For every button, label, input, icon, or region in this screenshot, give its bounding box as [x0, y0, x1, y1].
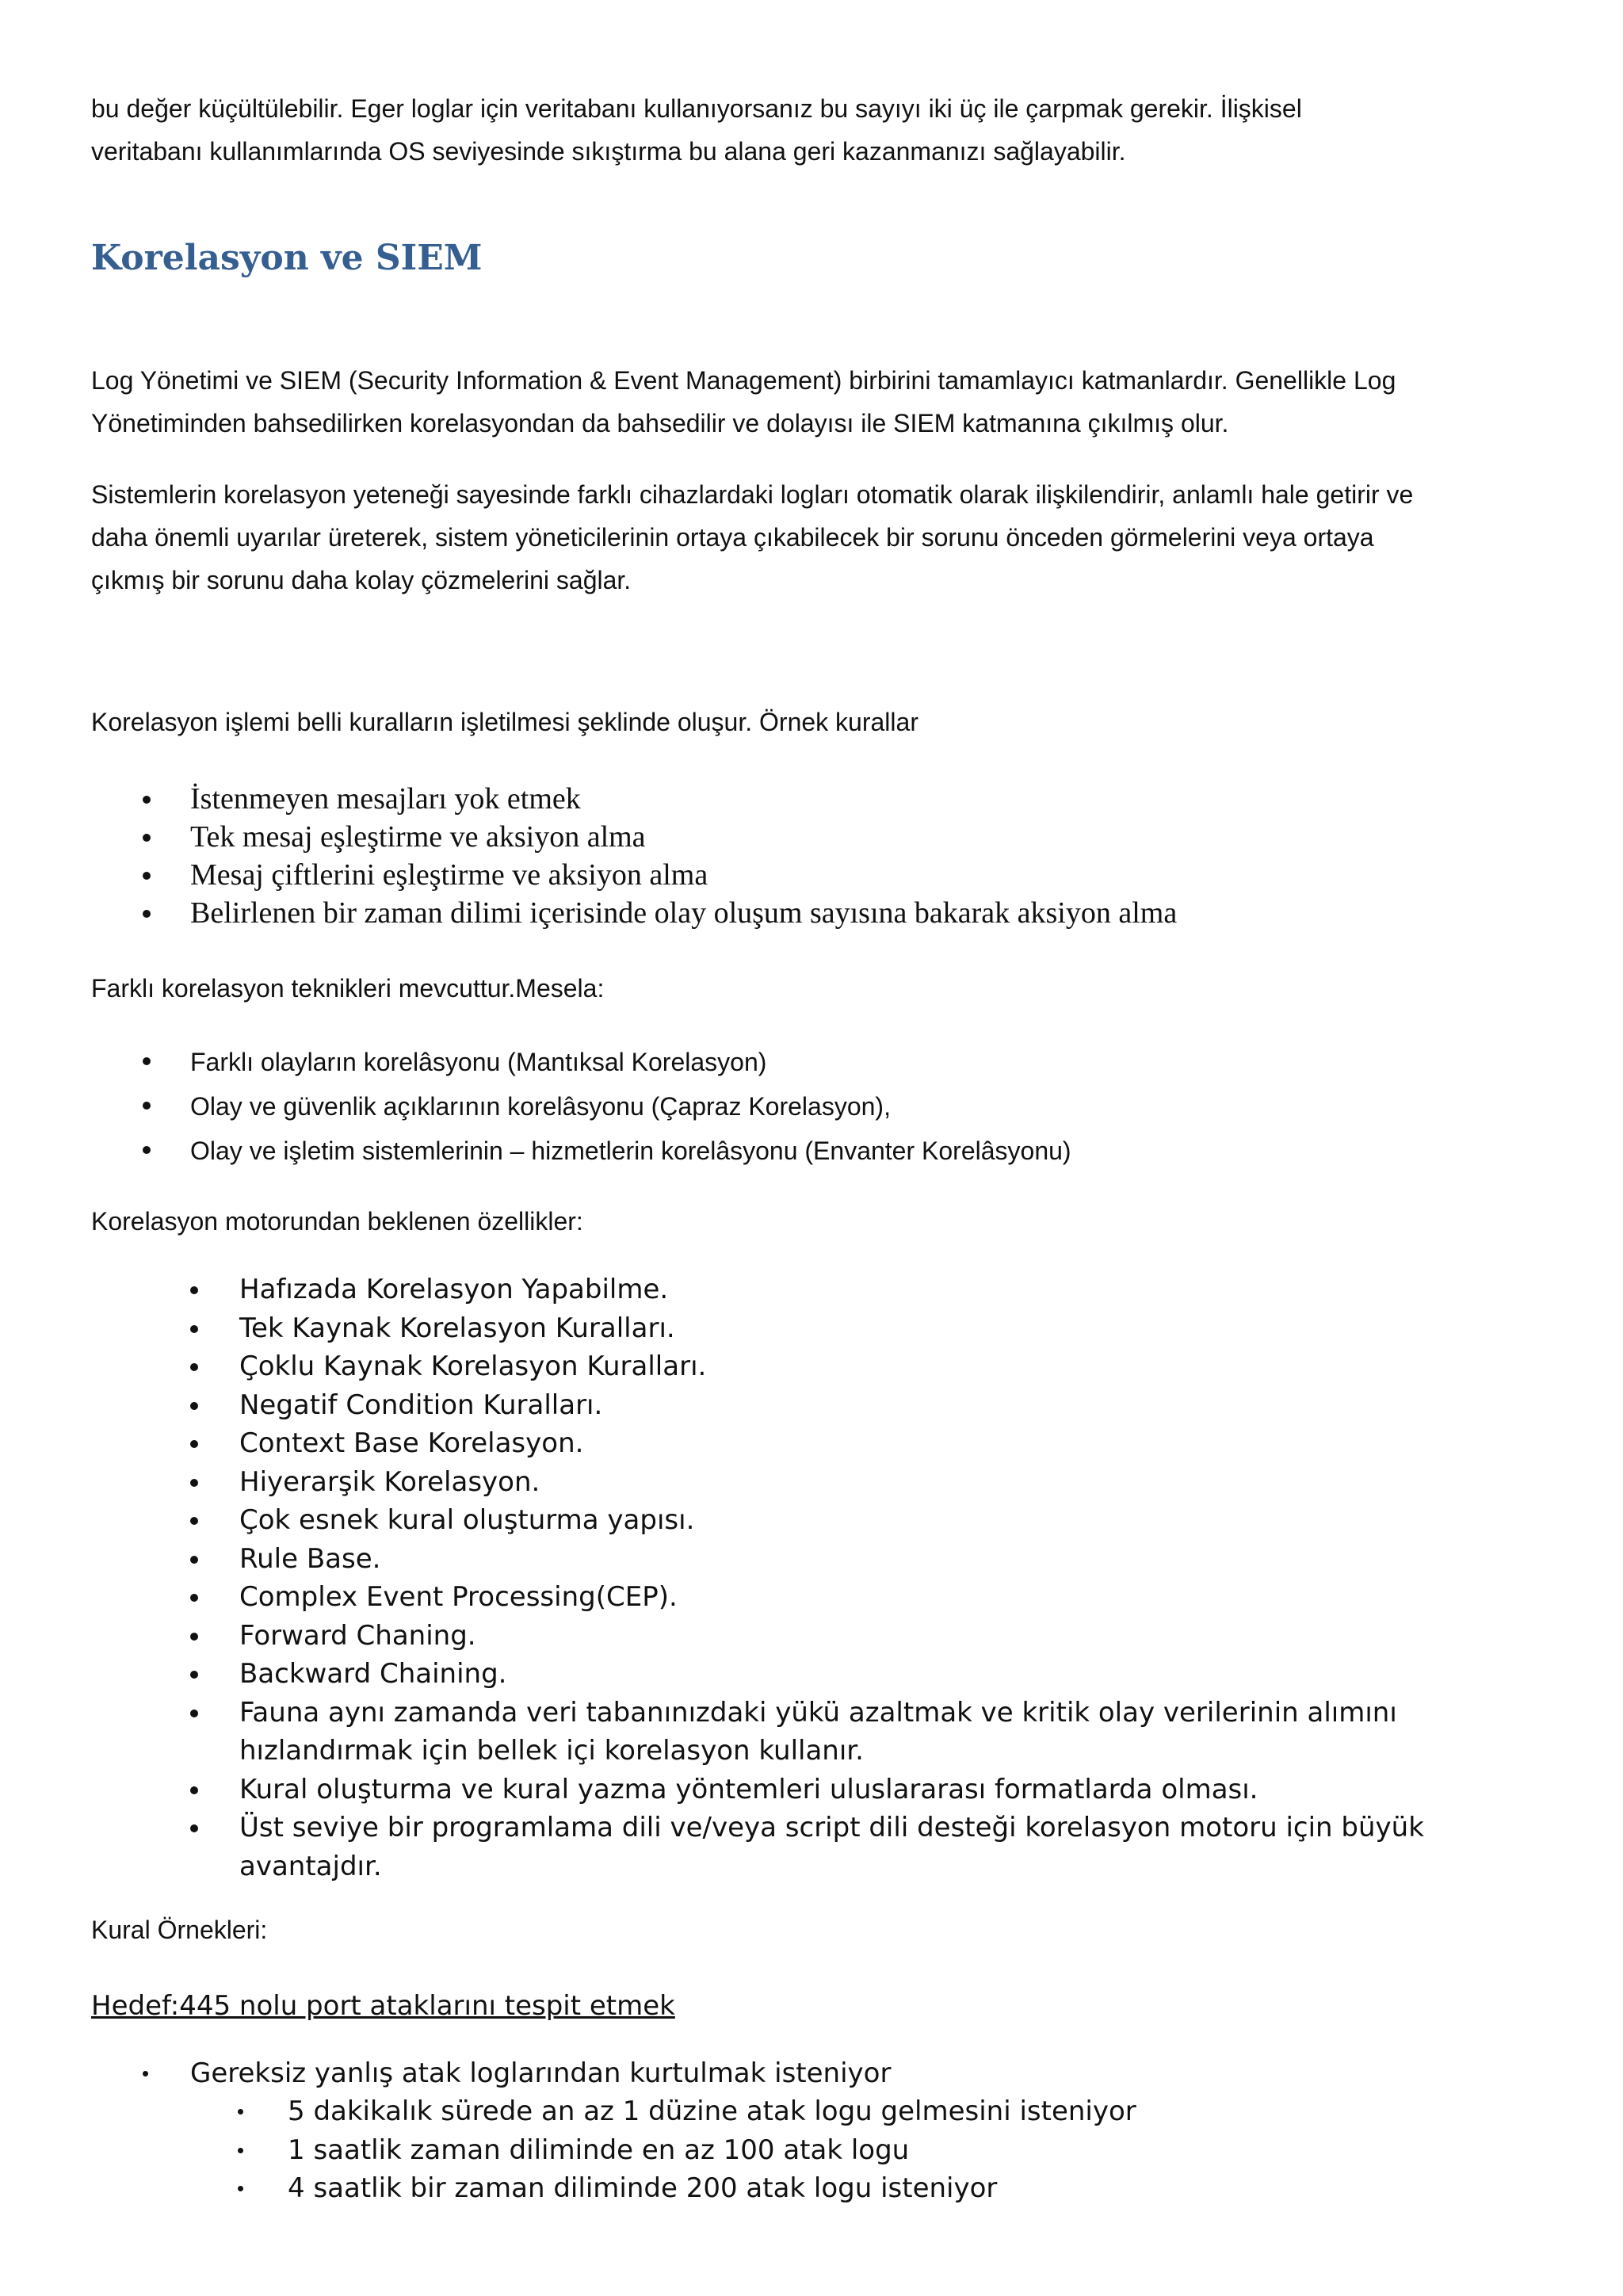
list-item: 4 saatlik bir zaman diliminde 200 atak logu isteniyor: [238, 2169, 1136, 2208]
bullet-icon: [143, 2071, 148, 2076]
para1-line-2: Yönetiminden bahsedilirken korelasyondan da bahsedilir ve dolayısı ile SIEM katmanına çıkılmış olur.: [91, 409, 1229, 437]
siem-intro-paragraph: [91, 359, 1541, 445]
bullet-icon: [190, 1556, 198, 1564]
features-intro-paragraph: Korelasyon motorundan beklenen özellikler:: [91, 1207, 583, 1236]
bullet-icon: [190, 1671, 198, 1679]
rules-list: [143, 780, 1177, 932]
bullet-icon: [190, 1633, 198, 1641]
list-item: Backward Chaining.: [190, 1655, 1424, 1694]
bullet-icon: [143, 1146, 151, 1154]
list-item: Belirlenen bir zaman dilimi içerisinde olay oluşum sayısına bakarak aksiyon alma: [143, 894, 1177, 932]
intro-line-1: bu değer küçültülebilir. Eger loglar için veritabanı kullanıyorsanız bu sayıyı iki üç ile çarpmak gerekir. İlişkisel: [91, 94, 1302, 123]
list-item: Olay ve işletim sistemlerinin – hizmetlerin korelâsyonu (Envanter Korelâsyonu): [143, 1129, 1071, 1173]
goal-heading: Hedef:445 nolu port ataklarını tespit etmek: [91, 1990, 675, 2022]
list-item: Context Base Korelasyon.: [190, 1424, 1424, 1463]
intro-line-2: veritabanı kullanımlarında OS seviyesinde sıkıştırma bu alana geri kazanmanızı sağlayabilir.: [91, 137, 1126, 166]
rule-examples-label: Kural Örnekleri:: [91, 1916, 268, 1944]
list-item: Hafızada Korelasyon Yapabilme.: [190, 1270, 1424, 1309]
bullet-icon: [190, 1824, 198, 1832]
list-item: Forward Chaning.: [190, 1617, 1424, 1656]
list-item: Tek Kaynak Korelasyon Kuralları.: [190, 1309, 1424, 1348]
bullet-icon: [190, 1786, 198, 1794]
techniques-list: [143, 1040, 1071, 1173]
list-item: İstenmeyen mesajları yok etmek: [143, 780, 1177, 818]
bullet-icon: [190, 1325, 198, 1333]
bullet-icon: [143, 1057, 151, 1065]
list-item: Üst seviye bir programlama dili ve/veya script dili desteği korelasyon motoru için büyük avantajdır.: [190, 1809, 1424, 1885]
list-item: Mesaj çiftlerini eşleştirme ve aksiyon alma: [143, 856, 1177, 894]
features-list: [190, 1270, 1424, 1885]
bullet-icon: [143, 1102, 151, 1110]
bullet-icon: [238, 2148, 243, 2153]
intro-paragraph: [91, 87, 1541, 173]
bullet-icon: [190, 1517, 198, 1525]
list-item: Olay ve güvenlik açıklarının korelâsyonu (Çapraz Korelasyon),: [143, 1084, 1071, 1129]
list-item: Gereksiz yanlış atak loglarından kurtulmak isteniyor: [143, 2054, 891, 2092]
para2-line-1: Sistemlerin korelasyon yeteneği sayesinde farklı cihazlardaki logları otomatik olarak ilişkilendirir, anlamlı hale getirir ve: [91, 480, 1414, 509]
para2-line-2: daha önemli uyarılar üreterek, sistem yöneticilerinin ortaya çıkabilecek bir sorunu önceden görmelerini veya ortaya: [91, 523, 1374, 552]
bullet-icon: [190, 1363, 198, 1371]
list-item: Fauna aynı zamanda veri tabanınızdaki yükü azaltmak ve kritik olay verilerinin alımını hızlandırmak için bellek içi korelasyon kullanır.: [190, 1694, 1424, 1771]
para2-line-3: çıkmış bir sorunu daha kolay çözmelerini sağlar.: [91, 566, 632, 594]
bullet-icon: [143, 834, 151, 842]
goal-sublist: [238, 2092, 1136, 2208]
bullet-icon: [190, 1286, 198, 1294]
bullet-icon: [190, 1402, 198, 1410]
list-item: Kural oluşturma ve kural yazma yöntemleri uluslararası formatlarda olması.: [190, 1771, 1424, 1809]
bullet-icon: [190, 1479, 198, 1487]
list-item: 1 saatlik zaman diliminde en az 100 atak logu: [238, 2131, 1136, 2170]
para1-line-1: Log Yönetimi ve SIEM (Security Information & Event Management) birbirini tamamlayıcı katmanlardır. Genellikle Log: [91, 366, 1396, 395]
rules-intro-paragraph: Korelasyon işlemi belli kuralların işletilmesi şeklinde oluşur. Örnek kurallar: [91, 708, 918, 736]
techniques-intro-paragraph: Farklı korelasyon teknikleri mevcuttur.Mesela:: [91, 974, 605, 1003]
list-item: Hiyerarşik Korelasyon.: [190, 1463, 1424, 1502]
list-item: Çok esnek kural oluşturma yapısı.: [190, 1501, 1424, 1540]
goal-list: [143, 2054, 891, 2092]
list-item: Tek mesaj eşleştirme ve aksiyon alma: [143, 818, 1177, 856]
section-title: Korelasyon ve SIEM: [91, 238, 483, 278]
bullet-icon: [238, 2186, 243, 2191]
bullet-icon: [190, 1440, 198, 1448]
bullet-icon: [143, 796, 151, 804]
bullet-icon: [190, 1710, 198, 1717]
list-item: 5 dakikalık sürede an az 1 düzine atak logu gelmesini isteniyor: [238, 2092, 1136, 2131]
list-item: Complex Event Processing(CEP).: [190, 1578, 1424, 1617]
bullet-icon: [238, 2109, 243, 2115]
bullet-icon: [143, 872, 151, 880]
bullet-icon: [190, 1594, 198, 1602]
list-item: Rule Base.: [190, 1540, 1424, 1579]
list-item: Çoklu Kaynak Korelasyon Kuralları.: [190, 1347, 1424, 1386]
list-item: Farklı olayların korelâsyonu (Mantıksal Korelasyon): [143, 1040, 1071, 1084]
list-item: Negatif Condition Kuralları.: [190, 1386, 1424, 1425]
correlation-capability-paragraph: [91, 473, 1541, 602]
bullet-icon: [143, 910, 151, 918]
